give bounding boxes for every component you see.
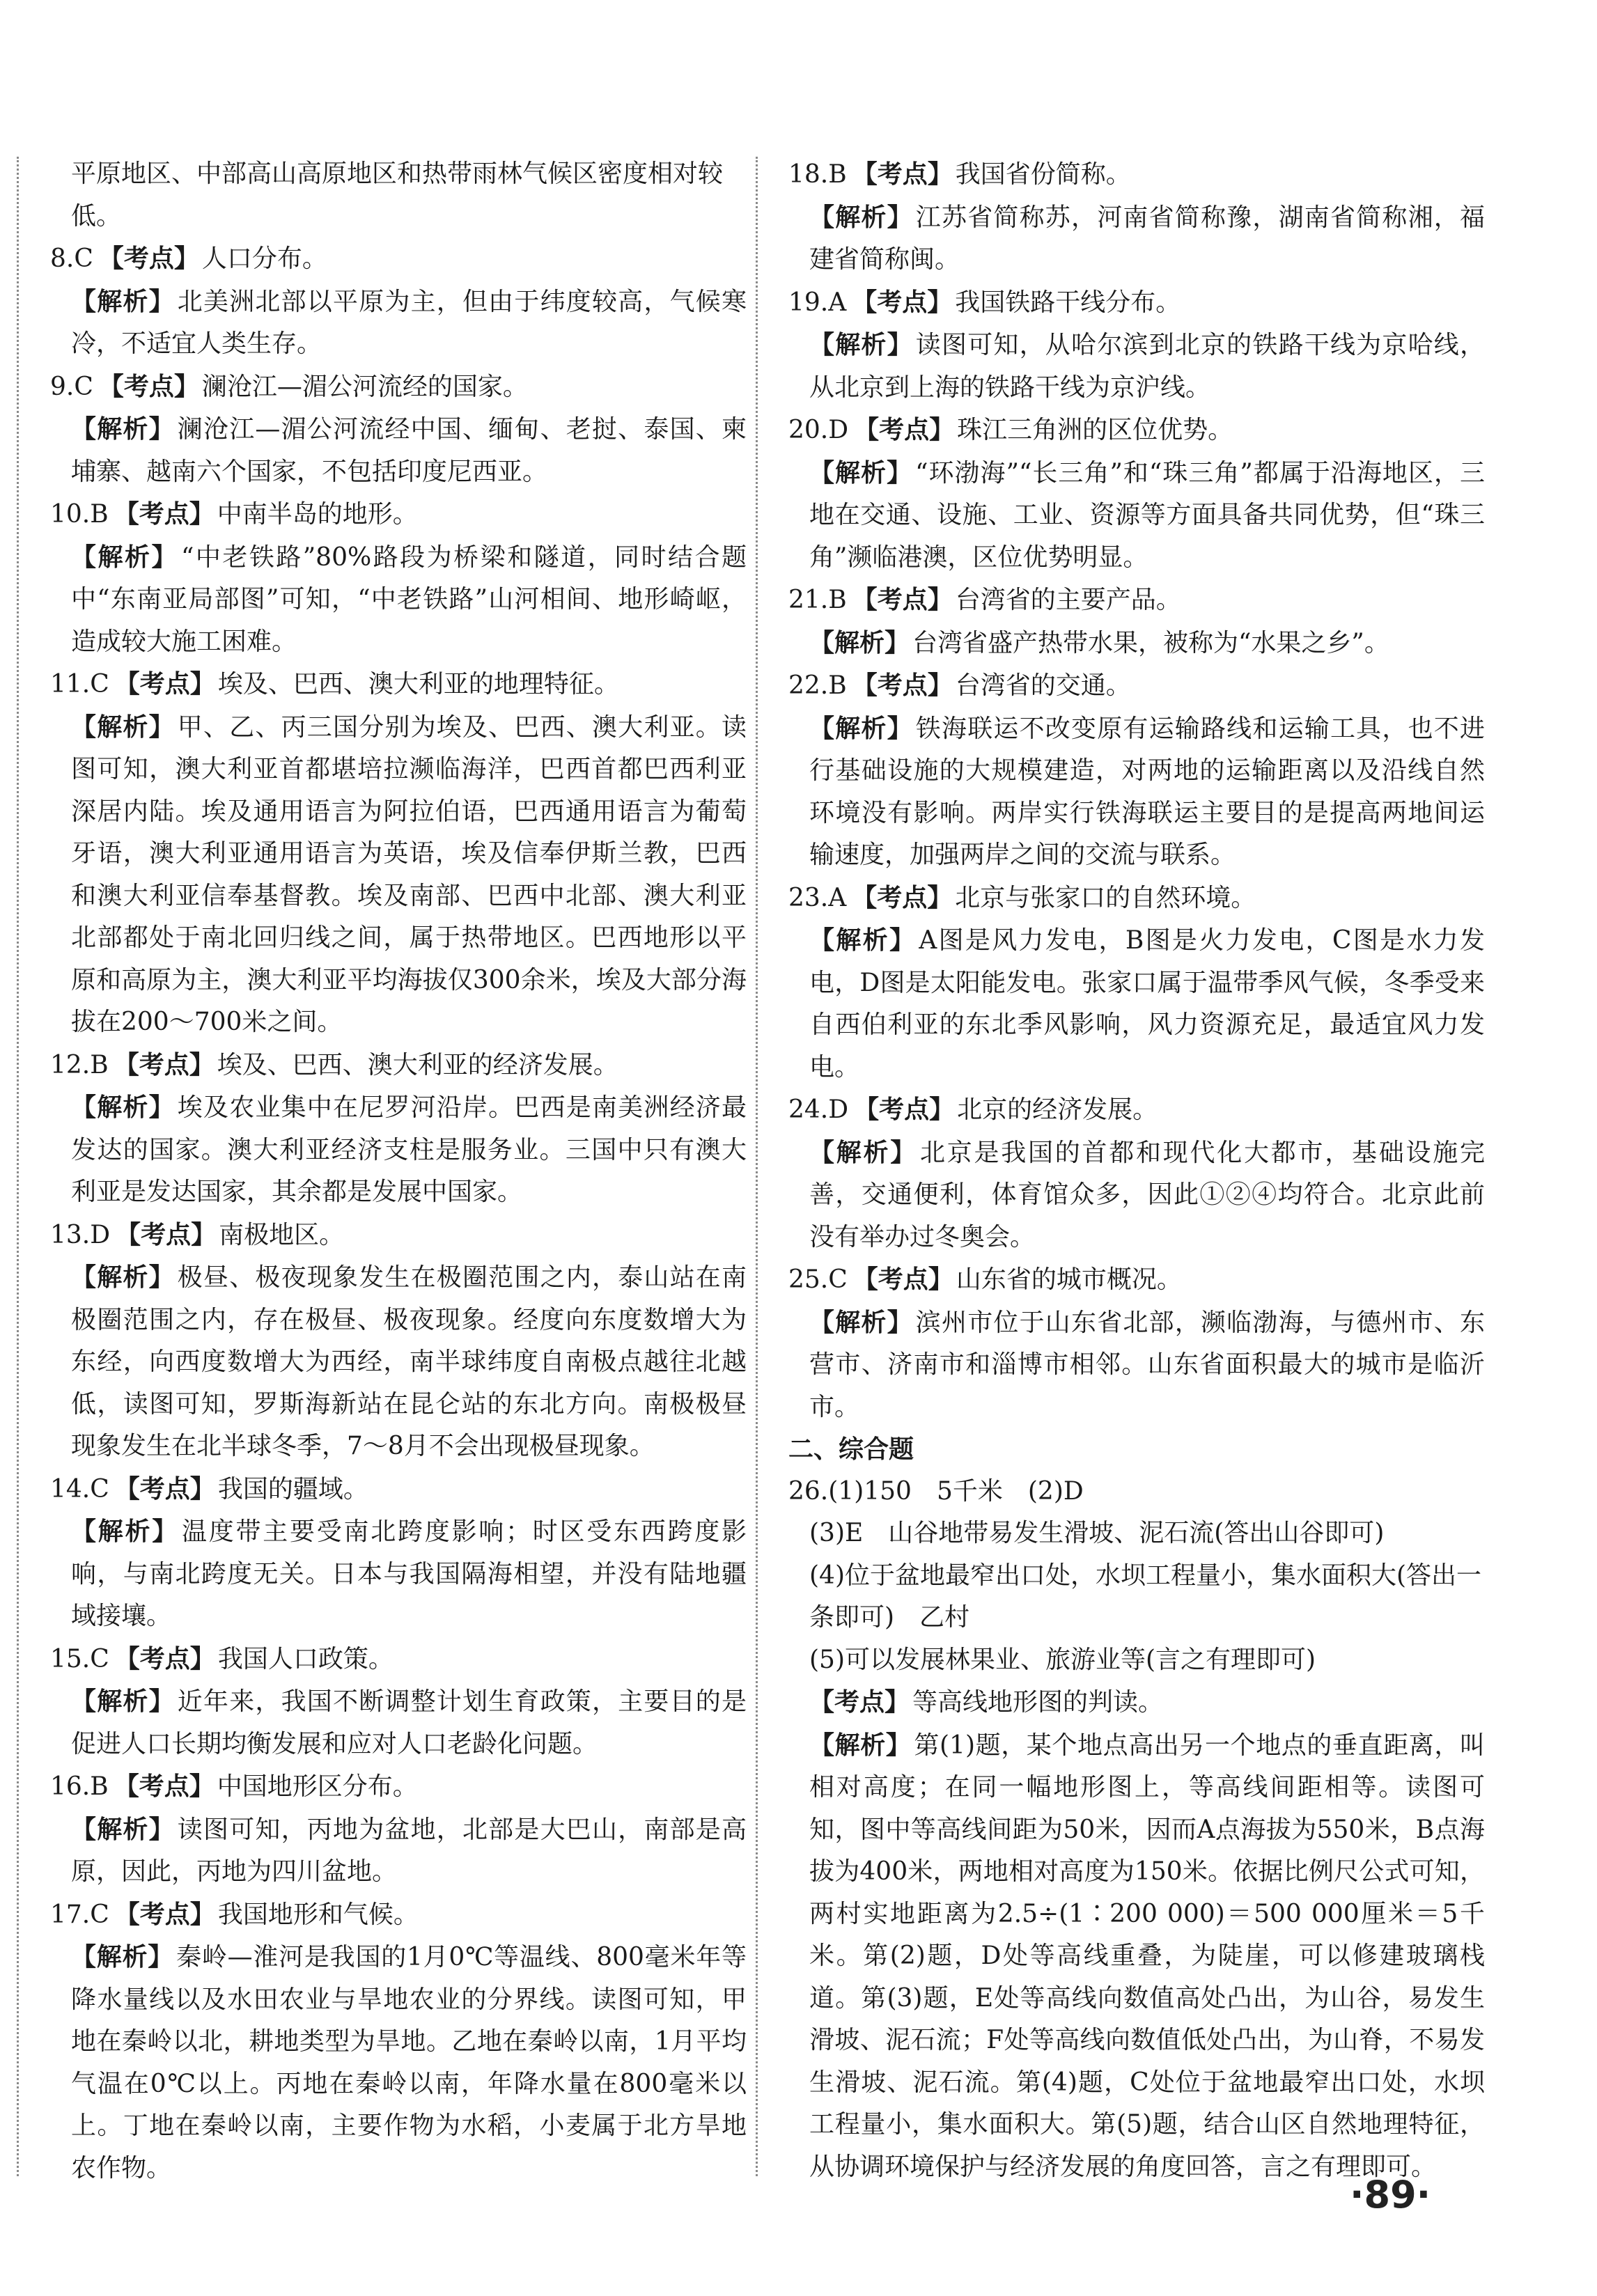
continuation-text: (5)可以发展林果业、旅游业等(言之有理即可)	[809, 1645, 1316, 1674]
knowledge-point-tag: 【考点】	[854, 415, 955, 444]
explanation-paragraph	[809, 324, 1485, 409]
explanation-tag: 【解析】	[71, 286, 175, 316]
explanation-text: A图是风力发电，B图是火力发电，C图是水力发电，D图是太阳能发电。张家口属于温带季风气候，冬季受来自西伯利亚的东北季风影响，风力资源充足，最适宜风力发电。	[809, 926, 1485, 1081]
explanation-tag: 【解析】	[71, 414, 175, 444]
question-answer-line	[50, 1214, 747, 1257]
knowledge-point-tag: 【考点】	[114, 1772, 215, 1801]
knowledge-point-tag: 【考点】	[114, 1049, 215, 1079]
knowledge-point-text: 埃及、巴西、澳大利亚的地理特征。	[217, 670, 619, 698]
explanation-text: 读图可知，从哈尔滨到北京的铁路干线为京哈线，从北京到上海的铁路干线为京沪线。	[809, 331, 1485, 402]
explanation-paragraph	[71, 536, 747, 664]
explanation-paragraph	[809, 196, 1485, 281]
explanation-paragraph	[71, 1680, 747, 1765]
knowledge-point-tag: 【考点】	[114, 499, 215, 529]
answer-number: 25.C	[788, 1265, 848, 1294]
knowledge-point-tag: 【考点】	[98, 371, 199, 401]
answer-number: 15.C	[50, 1644, 109, 1673]
explanation-text: 读图可知，丙地为盆地，北部是大巴山，南部是高原，因此，丙地为四川盆地。	[71, 1815, 747, 1886]
explanation-paragraph	[71, 1086, 747, 1214]
explanation-paragraph	[71, 1510, 747, 1638]
answer-number: 18.B	[788, 160, 847, 189]
knowledge-point-tag: 【考点】	[98, 244, 199, 273]
explanation-text: 北美洲北部以平原为主，但由于纬度较高，气候寒冷，不适宜人类生存。	[71, 287, 747, 358]
explanation-tag: 【解析】	[71, 1093, 175, 1122]
knowledge-point-tag: 【考点】	[114, 1474, 215, 1504]
explanation-paragraph	[809, 1724, 1485, 2189]
right-column	[788, 153, 1485, 2188]
explanation-tag: 【解析】	[71, 1942, 174, 1971]
explanation-paragraph	[71, 1809, 747, 1893]
explanation-text: “环渤海”“长三角”和“珠三角”都属于沿海地区，三地在交通、设施、工业、资源等方面具备共同优势，但“珠三角”濒临港澳，区位优势明显。	[809, 458, 1485, 572]
explanation-text: 第(1)题，某个地点高出另一个地点的垂直距离，叫相对高度；在同一幅地形图上，等高线间距相等。读图可知，图中等高线间距为50米，因而A点海拔为550米，B点海拔为400米，两地相对高度为150米。依据比例尺公式可知，两村实地距离为2.5÷(1∶200 000)＝500 000厘米＝5千米。第(2)题，D处等高线重叠，为陡崖，可以修建玻璃栈道。第(3)题，E处等高线向数值高处凸出，为山谷，易发生滑坡、泥石流；F处等高线向数值低处凸出，为山脊，不易发生滑坡、泥石流。第(4)题，C处位于盆地最窄出口处，水坝工程量小，集水面积大。第(5)题，结合山区自然地理特征，从协调环境保护与经济发展的角度回答，言之有理即可。	[809, 1731, 1485, 2181]
knowledge-point-text: 南极地区。	[219, 1220, 345, 1249]
knowledge-point-tag: 【考点】	[852, 671, 953, 700]
knowledge-point-text: 我国人口政策。	[217, 1644, 394, 1673]
explanation-paragraph	[71, 408, 747, 493]
knowledge-point-text: 埃及、巴西、澳大利亚的经济发展。	[217, 1050, 618, 1079]
knowledge-point-tag: 【考点】	[114, 1899, 215, 1929]
knowledge-point-text: 澜沧江—湄公河流经的国家。	[201, 372, 528, 401]
explanation-paragraph	[809, 452, 1485, 579]
answer-number: 20.D	[788, 416, 849, 444]
explanation-paragraph	[809, 622, 1485, 665]
knowledge-point-tag: 【考点】	[852, 159, 953, 189]
answer-number: 9.C	[50, 372, 93, 401]
answer-number: 21.B	[788, 586, 847, 614]
question-answer-line	[788, 664, 1485, 708]
explanation-paragraph	[809, 1132, 1485, 1259]
question-answer-line	[788, 579, 1485, 622]
answer-number: 24.D	[788, 1095, 849, 1124]
explanation-tag: 【解析】	[71, 1814, 175, 1844]
answer-number: 14.C	[50, 1474, 109, 1504]
continuation-text: (3)E 山谷地带易发生滑坡、泥石流(答出山谷即可)	[809, 1519, 1385, 1547]
explanation-text: 北京是我国的首都和现代化大都市，基础设施完善，交通便利，体育馆众多，因此①②④均符合。北京此前没有举办过冬奥会。	[809, 1138, 1485, 1251]
knowledge-point-text: 北京与张家口的自然环境。	[955, 883, 1256, 912]
question-answer-line	[50, 1893, 747, 1937]
question-answer-line	[50, 366, 747, 409]
explanation-text: 秦岭—淮河是我国的1月0℃等温线、800毫米年等降水量线以及水田农业与旱地农业的分界线。读图可知，甲地在秦岭以北，耕地类型为旱地。乙地在秦岭以南，1月平均气温在0℃以上。丙地在秦岭以南，年降水量在800毫米以上。丁地在秦岭以南，主要作物为水稻，小麦属于北方旱地农作物。	[71, 1943, 747, 2182]
question-answer-line	[788, 409, 1485, 452]
knowledge-point-tag: 【考点】	[852, 1265, 953, 1294]
explanation-tag: 【解析】	[71, 712, 175, 742]
center-column-divider	[756, 157, 758, 2176]
explanation-text: 埃及农业集中在尼罗河沿岸。巴西是南美洲经济最发达的国家。澳大利亚经济支柱是服务业。三国中只有澳大利亚是发达国家，其余都是发展中国家。	[71, 1093, 747, 1206]
explanation-paragraph	[71, 281, 747, 366]
explanation-text: 台湾省盛产热带水果，被称为“水果之乡”。	[912, 628, 1389, 657]
knowledge-point-text: 人口分布。	[201, 244, 327, 273]
question-answer-line	[788, 877, 1485, 920]
explanation-tag: 【解析】	[71, 1687, 175, 1716]
question-answer-line	[788, 281, 1485, 325]
knowledge-point-text: 中国地形区分布。	[217, 1772, 418, 1801]
answer-number: 11.C	[50, 670, 109, 698]
knowledge-point-tag: 【考点】	[116, 1219, 217, 1249]
knowledge-point-text: 中南半岛的地形。	[217, 500, 418, 529]
left-column-divider	[17, 157, 19, 2176]
answer-number: 13.D	[50, 1220, 111, 1249]
explanation-tag: 【考点】	[809, 1687, 910, 1717]
knowledge-point-text: 我国省份简称。	[955, 160, 1131, 189]
explanation-paragraph	[71, 1256, 747, 1468]
explanation-paragraph	[71, 706, 747, 1044]
explanation-text: 极昼、极夜现象发生在极圈范围之内，泰山站在南极圈范围之内，存在极昼、极夜现象。经度向东度数增大为东经，向西度数增大为西经，南半球纬度自南极点越往北越低，读图可知，罗斯海新站在昆仑站的东北方向。南极极昼现象发生在北半球冬季，7～8月不会出现极昼现象。	[71, 1263, 747, 1460]
explanation-tag: 【解析】	[809, 1307, 913, 1337]
question-answer-line	[788, 153, 1485, 196]
page-number: ·89·	[1350, 2173, 1431, 2217]
explanation-tag: 【解析】	[809, 202, 913, 232]
question-answer-line	[50, 1044, 747, 1087]
question-answer-line	[788, 1258, 1485, 1302]
knowledge-point-tag: 【考点】	[114, 1643, 215, 1673]
knowledge-point-tag: 【考点】	[852, 287, 953, 317]
explanation-text: 澜沧江—湄公河流经中国、缅甸、老挝、泰国、柬埔寨、越南六个国家，不包括印度尼西亚。	[71, 415, 747, 486]
explanation-tag: 【解析】	[809, 926, 917, 955]
knowledge-point-text: 台湾省的主要产品。	[955, 586, 1181, 614]
explanation-tag: 【解析】	[71, 1263, 175, 1292]
question-answer-line	[50, 493, 747, 536]
explanation-tag: 【解析】	[71, 542, 178, 572]
explanation-paragraph	[71, 1936, 747, 2189]
knowledge-point-text: 我国铁路干线分布。	[955, 288, 1181, 317]
explanation-tag: 【解析】	[809, 458, 913, 487]
answer-number: 22.B	[788, 671, 847, 700]
question-answer-line	[50, 663, 747, 706]
explanation-tag: 【解析】	[809, 1730, 912, 1760]
continuation-text: (4)位于盆地最窄出口处，水坝工程量小，集水面积大(答出一条即可) 乙村	[809, 1561, 1482, 1632]
explanation-text: 铁海联运不改变原有运输路线和运输工具，也不进行基础设施的大规模建造，对两地的运输距离以及沿线自然环境没有影响。两岸实行铁海联运主要目的是提高两地间运输速度，加强两岸之间的交流与联系。	[809, 714, 1485, 869]
answer-number: 12.B	[50, 1050, 109, 1079]
explanation-tag: 【解析】	[809, 627, 910, 657]
knowledge-point-tag: 【考点】	[852, 882, 953, 912]
answer-number: 16.B	[50, 1772, 109, 1801]
knowledge-point-tag: 【考点】	[114, 669, 215, 698]
knowledge-point-text: 山东省的城市概况。	[956, 1265, 1182, 1294]
knowledge-point-text: 珠江三角洲的区位优势。	[957, 416, 1233, 444]
explanation-paragraph	[809, 919, 1485, 1088]
knowledge-point-text: 台湾省的交通。	[955, 671, 1131, 700]
answer-number: 17.C	[50, 1900, 109, 1929]
question-answer-line	[50, 1468, 747, 1511]
knowledge-point-text: 北京的经济发展。	[957, 1095, 1158, 1124]
explanation-tag: 【解析】	[71, 1517, 179, 1546]
knowledge-point-text: 我国地形和气候。	[217, 1900, 419, 1929]
knowledge-point-tag: 【考点】	[852, 585, 953, 614]
question-answer-line	[788, 1088, 1485, 1132]
answer-number: 23.A	[788, 883, 847, 912]
explanation-tag: 【解析】	[809, 713, 913, 743]
knowledge-point-tag: 【考点】	[854, 1095, 955, 1124]
explanation-text: 近年来，我国不断调整计划生育政策，主要目的是促进人口长期均衡发展和应对人口老龄化问题。	[71, 1687, 747, 1758]
left-column	[50, 153, 747, 2189]
explanation-text: 等高线地形图的判读。	[912, 1688, 1164, 1717]
explanation-paragraph	[809, 708, 1485, 877]
answer-number: 19.A	[788, 288, 847, 317]
explanation-text: 江苏省简称苏，河南省简称豫，湖南省简称湘，福建省简称闽。	[809, 203, 1485, 274]
question-answer-line	[50, 1638, 747, 1681]
continuation-text: 平原地区、中部高山高原地区和热带雨林气候区密度相对较低。	[71, 159, 724, 231]
explanation-paragraph	[809, 1681, 1485, 1724]
answer-line: 26.(1)150 5千米 (2)D	[788, 1476, 1084, 1506]
question-answer-line	[50, 1765, 747, 1809]
explanation-text: 滨州市位于山东省北部，濒临渤海，与德州市、东营市、济南市和淄博市相邻。山东省面积最大的城市是临沂市。	[809, 1308, 1485, 1421]
answer-number: 10.B	[50, 500, 109, 529]
explanation-paragraph	[809, 1302, 1485, 1429]
explanation-text: 甲、乙、丙三国分别为埃及、巴西、澳大利亚。读图可知，澳大利亚首都堪培拉濒临海洋，巴西首都巴西利亚深居内陆。埃及通用语言为阿拉伯语，巴西通用语言为葡萄牙语，澳大利亚通用语言为英语，埃及信奉伊斯兰教，巴西和澳大利亚信奉基督教。埃及南部、巴西中北部、澳大利亚北部都处于南北回归线之间，属于热带地区。巴西地形以平原和高原为主，澳大利亚平均海拔仅300余米，埃及大部分海拔在200～700米之间。	[71, 712, 747, 1036]
section-heading: 二、综合题	[788, 1435, 914, 1464]
explanation-text: 温度带主要受南北跨度影响；时区受东西跨度影响，与南北跨度无关。日本与我国隔海相望，并没有陆地疆域接壤。	[71, 1517, 747, 1630]
explanation-tag: 【解析】	[809, 330, 913, 359]
explanation-text: “中老铁路”80%路段为桥梁和隧道，同时结合题中“东南亚局部图”可知，“中老铁路”山河相间、地形崎岖，造成较大施工困难。	[71, 542, 747, 656]
question-answer-line	[50, 237, 747, 281]
knowledge-point-text: 我国的疆域。	[217, 1474, 368, 1504]
explanation-tag: 【解析】	[809, 1137, 917, 1167]
answer-number: 8.C	[50, 244, 93, 273]
